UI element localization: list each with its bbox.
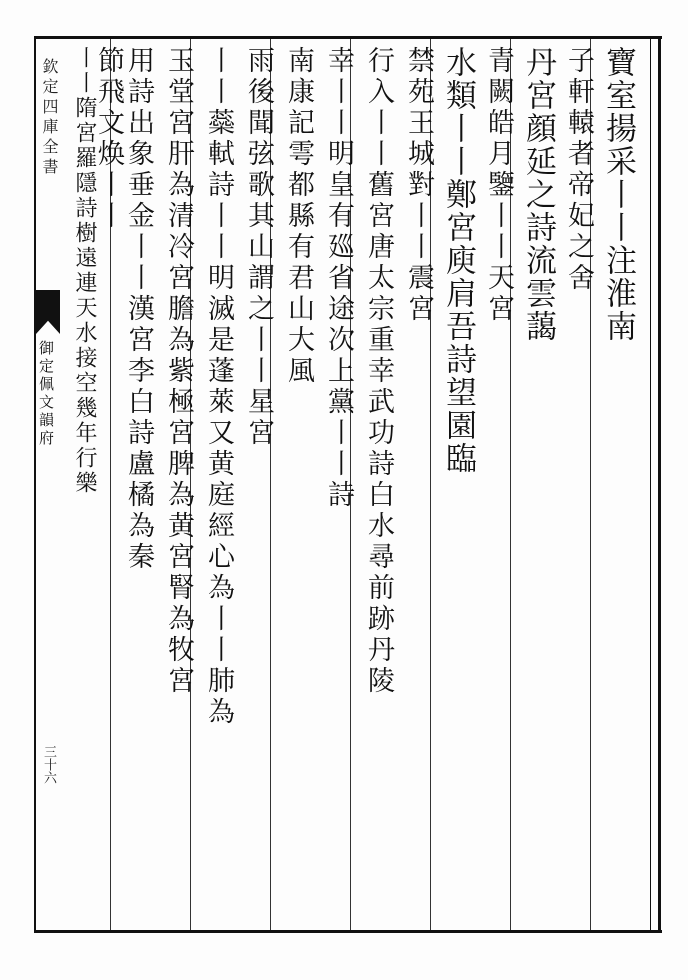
- text-column: 節飛文焕丨丨: [93, 46, 124, 232]
- text-column: 玉堂宮肝為清冷宮膽為紫極宮脾為黄宮腎為牧宮: [163, 46, 194, 697]
- text-column: 禁苑王城對丨丨震宮: [403, 46, 434, 325]
- frame-top-border: [34, 36, 662, 39]
- text-column: 青闕皓月鑒丨丨天宮: [483, 46, 514, 325]
- text-column: 用詩出象垂金丨丨漢宮李白詩盧橘為秦: [123, 46, 154, 573]
- banxin-title: 欽定四庫全書: [40, 58, 59, 178]
- text-column: 南康記雩都縣有君山大風: [283, 46, 314, 387]
- text-column: 寶室揚采丨丨注淮南: [600, 46, 636, 343]
- banxin-border: [34, 36, 36, 933]
- text-column: 丹宮顔延之詩流雲藹: [520, 46, 556, 343]
- frame-bottom-border: [34, 930, 662, 933]
- fish-tail-mark: [36, 290, 60, 334]
- text-column: 行入丨丨舊宮唐太宗重幸武功詩白水尋前跡丹陵: [363, 46, 394, 697]
- text-column: 丨丨蘂軾詩丨丨明滅是蓬萊又黄庭經心為丨丨肺為: [203, 46, 234, 728]
- frame-right-inner-border: [650, 36, 651, 933]
- text-column: 雨後聞弦歌其山謂之丨丨星宮: [243, 46, 274, 449]
- text-column: 水類丨丨鄭宮庾肩吾詩望園臨: [440, 46, 476, 475]
- banxin-book-title: 御定佩文韻府: [37, 340, 55, 448]
- folio-number: 三十六: [41, 745, 56, 784]
- text-column: 丨丨隋宮羅隱詩樹遠連天水接空幾年行樂: [72, 46, 97, 496]
- frame-right-border: [658, 36, 661, 933]
- text-column: 子軒轅者帝妃之舍: [563, 46, 594, 294]
- text-column: 幸丨丨明皇有廵省途次上黨丨丨詩: [323, 46, 354, 511]
